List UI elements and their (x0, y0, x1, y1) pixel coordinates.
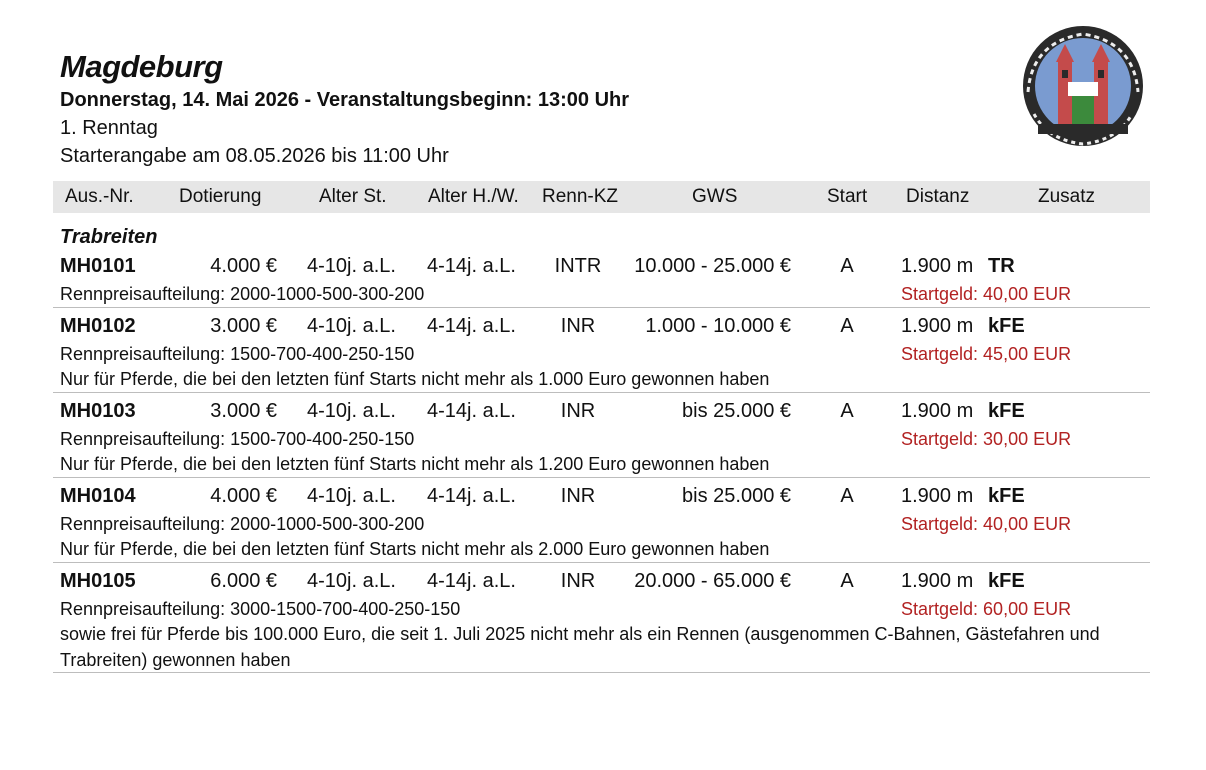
race-dotierung: 6.000 € (210, 570, 277, 592)
race-alter-hw: 4-14j. a.L. (427, 485, 516, 507)
race-zusatz: TR (988, 255, 1015, 277)
race-preise: Rennpreisaufteilung: 1500-700-400-250-150 (60, 429, 415, 449)
document-header (60, 48, 629, 170)
date-line: Donnerstag, 14. Mai 2026 - Veranstaltungsbeginn: 13:00 Uhr (60, 89, 630, 111)
race-zusatz: kFE (988, 570, 1025, 592)
race-startgeld: Startgeld: 45,00 EUR (901, 344, 1072, 364)
column-header-row (53, 181, 1150, 213)
race-alter-hw: 4-14j. a.L. (427, 255, 516, 277)
race-nr: MH0105 (60, 570, 136, 592)
race-gws: 1.000 - 10.000 € (645, 315, 791, 337)
race-alter-st: 4-10j. a.L. (307, 570, 396, 592)
race-alter-st: 4-10j. a.L. (307, 255, 396, 277)
race-day: 1. Renntag (60, 117, 158, 139)
race-row (53, 483, 1150, 563)
race-dotierung: 3.000 € (210, 400, 277, 422)
race-renn-kz: INR (560, 485, 596, 507)
race-distanz: 1.900 m (901, 255, 974, 277)
race-renn-kz: INR (560, 570, 596, 592)
race-renn-kz: INR (560, 400, 596, 422)
race-nr: MH0101 (60, 255, 136, 277)
race-distanz: 1.900 m (901, 400, 974, 422)
race-start: A (840, 400, 854, 422)
race-start: A (840, 485, 854, 507)
race-bedingung: Nur für Pferde, die bei den letzten fünf Starts nicht mehr als 1.000 Euro gewonnen haben (60, 369, 770, 389)
race-row (53, 398, 1150, 478)
race-zusatz: kFE (988, 485, 1025, 507)
race-dotierung: 4.000 € (210, 255, 277, 277)
race-preise: Rennpreisaufteilung: 3000-1500-700-400-250-150 (60, 599, 461, 619)
race-alter-st: 4-10j. a.L. (307, 400, 396, 422)
race-renn-kz: INTR (554, 255, 602, 277)
race-row (53, 568, 1150, 673)
col-header-alter-st: Alter St. (319, 186, 387, 207)
race-dotierung: 3.000 € (210, 315, 277, 337)
race-preise: Rennpreisaufteilung: 2000-1000-500-300-200 (60, 284, 425, 304)
race-start: A (840, 570, 854, 592)
race-preise: Rennpreisaufteilung: 2000-1000-500-300-200 (60, 514, 425, 534)
section-title: Trabreiten (60, 226, 158, 248)
race-gws: 20.000 - 65.000 € (634, 570, 791, 592)
race-alter-hw: 4-14j. a.L. (427, 315, 516, 337)
race-alter-hw: 4-14j. a.L. (427, 570, 516, 592)
entry-deadline: Starterangabe am 08.05.2026 bis 11:00 Uhr (60, 145, 449, 167)
race-alter-st: 4-10j. a.L. (307, 315, 396, 337)
race-alter-hw: 4-14j. a.L. (427, 400, 516, 422)
col-header-zusatz: Zusatz (1038, 186, 1096, 207)
race-distanz: 1.900 m (901, 570, 974, 592)
race-zusatz: kFE (988, 315, 1025, 337)
race-startgeld: Startgeld: 60,00 EUR (901, 599, 1072, 619)
club-emblem-icon (1018, 22, 1148, 154)
race-row (53, 253, 1150, 308)
race-startgeld: Startgeld: 30,00 EUR (901, 429, 1072, 449)
race-distanz: 1.900 m (901, 485, 974, 507)
venue-title: Magdeburg (60, 49, 223, 84)
race-row (53, 313, 1150, 393)
col-header-distanz: Distanz (906, 186, 970, 207)
col-header-alter-hw: Alter H./W. (428, 186, 519, 207)
race-start: A (840, 315, 854, 337)
race-startgeld: Startgeld: 40,00 EUR (901, 284, 1072, 304)
race-start: A (840, 255, 854, 277)
race-alter-st: 4-10j. a.L. (307, 485, 396, 507)
race-nr: MH0102 (60, 315, 136, 337)
race-dotierung: 4.000 € (210, 485, 277, 507)
race-bedingung: Nur für Pferde, die bei den letzten fünf Starts nicht mehr als 2.000 Euro gewonnen haben (60, 539, 770, 559)
race-nr: MH0104 (60, 485, 136, 507)
col-header-dotierung: Dotierung (179, 186, 262, 207)
race-zusatz: kFE (988, 400, 1025, 422)
col-header-gws: GWS (692, 186, 738, 207)
col-header-start: Start (827, 186, 868, 207)
race-preise: Rennpreisaufteilung: 1500-700-400-250-150 (60, 344, 415, 364)
race-gws: bis 25.000 € (682, 400, 791, 422)
race-gws: bis 25.000 € (682, 485, 791, 507)
col-header-renn-kz: Renn-KZ (542, 186, 619, 207)
race-bedingung: sowie frei für Pferde bis 100.000 Euro, die seit 1. Juli 2025 nicht mehr als ein Rennen (ausgenommen C-Bahnen, Gästefahren und Trabreiten) gewonnen haben (60, 624, 1100, 670)
race-nr: MH0103 (60, 400, 136, 422)
race-renn-kz: INR (560, 315, 596, 337)
race-bedingung: Nur für Pferde, die bei den letzten fünf Starts nicht mehr als 1.200 Euro gewonnen haben (60, 454, 770, 474)
col-header-nr: Aus.-Nr. (65, 186, 134, 207)
race-gws: 10.000 - 25.000 € (634, 255, 791, 277)
race-distanz: 1.900 m (901, 315, 974, 337)
race-startgeld: Startgeld: 40,00 EUR (901, 514, 1072, 534)
